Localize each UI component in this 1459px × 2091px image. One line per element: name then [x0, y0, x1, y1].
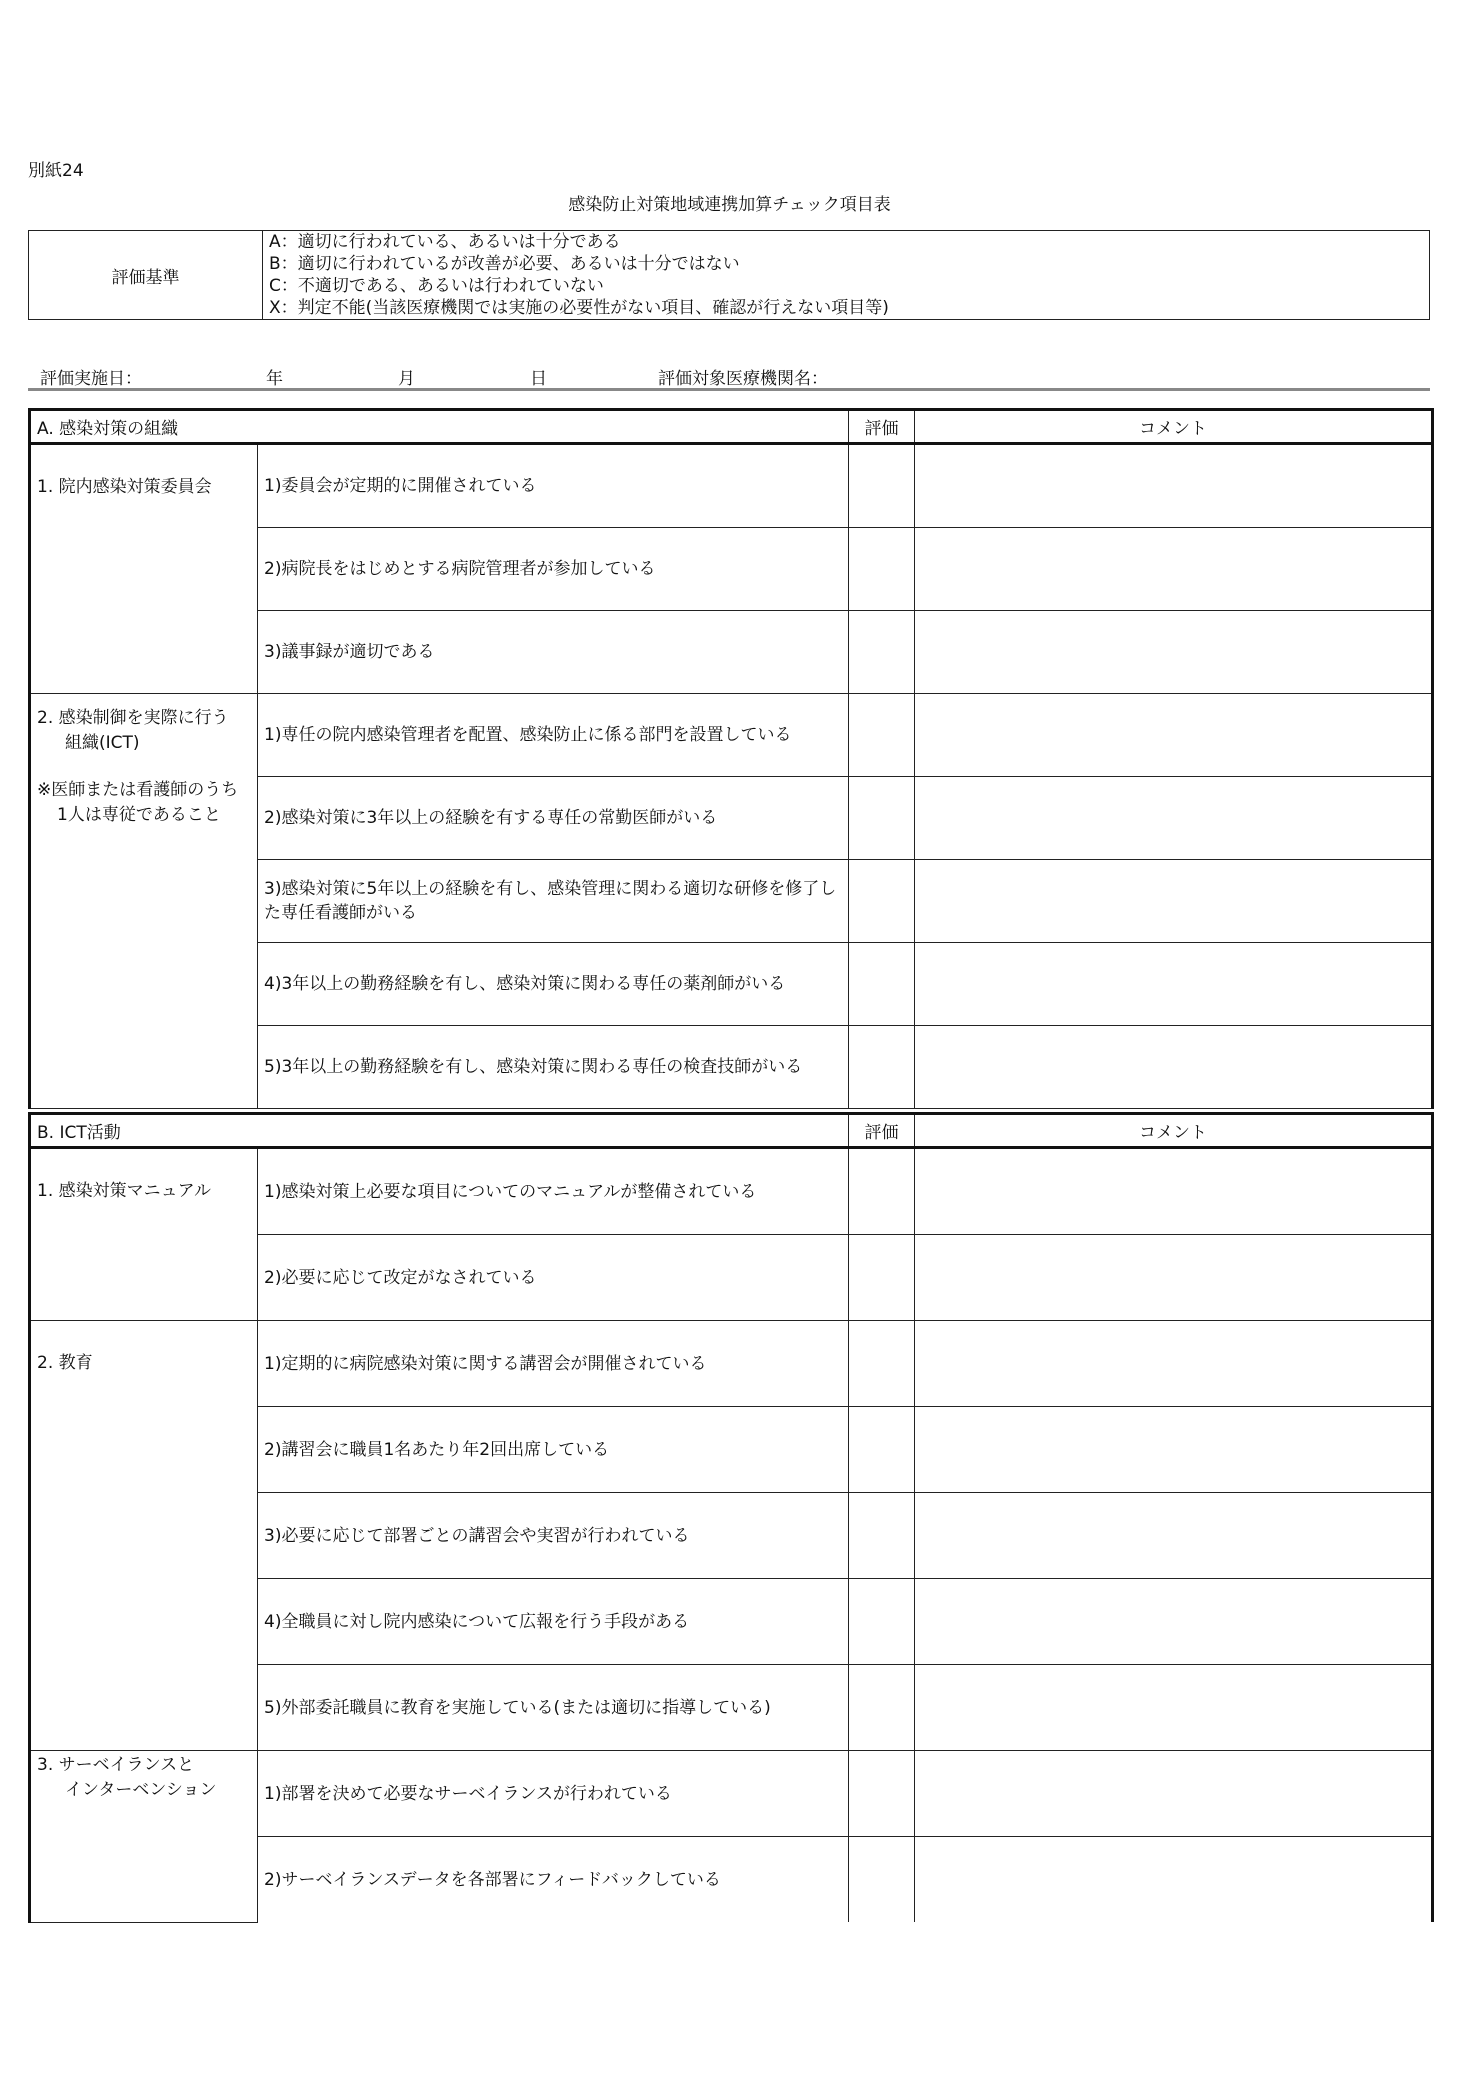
check-item: 1)専任の院内感染管理者を配置、感染防止に係る部門を設置している [258, 694, 849, 777]
category-note-line2: 1人は専従であること [57, 805, 221, 825]
evaluation-cell[interactable] [849, 1493, 915, 1579]
comment-cell[interactable] [915, 1493, 1433, 1579]
evaluation-cell[interactable] [849, 1407, 915, 1493]
category-label-line2: インターベンション [65, 1780, 217, 1800]
comment-column-header: コメント [915, 1114, 1433, 1148]
criteria-list [269, 231, 1425, 319]
check-item: 1)委員会が定期的に開催されている [258, 444, 849, 528]
section-a-title: A. 感染対策の組織 [30, 410, 849, 444]
category-surveillance [30, 1751, 258, 1923]
check-item: 4)3年以上の勤務経験を有し、感染対策に関わる専任の薬剤師がいる [258, 943, 849, 1026]
evaluation-cell[interactable] [849, 943, 915, 1026]
evaluation-cell[interactable] [849, 444, 915, 528]
category-note-line1: ※医師または看護師のうち [37, 780, 239, 800]
check-item: 2)サーベイランスデータを各部署にフィードバックしている [258, 1837, 849, 1923]
check-item: 2)講習会に職員1名あたり年2回出席している [258, 1407, 849, 1493]
category-education: 2. 教育 [30, 1321, 258, 1751]
section-b-title: B. ICT活動 [30, 1114, 849, 1148]
category-label-line1: 2. 感染制御を実際に行う [37, 708, 229, 728]
comment-cell[interactable] [915, 1148, 1433, 1235]
evaluation-cell[interactable] [849, 1579, 915, 1665]
evaluation-cell[interactable] [849, 1148, 915, 1235]
day-label: 日 [530, 369, 547, 389]
section-a-table [28, 408, 1434, 1109]
comment-cell[interactable] [915, 611, 1433, 694]
comment-cell[interactable] [915, 694, 1433, 777]
category-label-line2: 組織(ICT) [65, 733, 140, 753]
month-label: 月 [398, 369, 415, 389]
category-ict-organization [30, 694, 258, 1109]
evaluation-cell[interactable] [849, 1665, 915, 1751]
evaluation-cell[interactable] [849, 1321, 915, 1407]
category-committee: 1. 院内感染対策委員会 [30, 444, 258, 694]
evaluation-cell[interactable] [849, 1235, 915, 1321]
criteria-item-b: B：適切に行われているが改善が必要、あるいは十分ではない [269, 254, 740, 274]
criteria-item-a: A：適切に行われている、あるいは十分である [269, 232, 621, 252]
table-row [30, 1321, 1433, 1407]
criteria-item-c: C：不適切である、あるいは行われていない [269, 276, 604, 296]
criteria-item-x: X：判定不能(当該医療機関では実施の必要性がない項目、確認が行えない項目等) [269, 298, 889, 318]
institution-name-label: 評価対象医療機関名： [658, 369, 828, 389]
check-item: 5)外部委託職員に教育を実施している(または適切に指導している) [258, 1665, 849, 1751]
comment-cell[interactable] [915, 1026, 1433, 1109]
criteria-label: 評価基準 [29, 231, 263, 319]
comment-cell[interactable] [915, 1407, 1433, 1493]
comment-cell[interactable] [915, 1837, 1433, 1923]
check-item: 1)部署を決めて必要なサーベイランスが行われている [258, 1751, 849, 1837]
evaluation-cell[interactable] [849, 1837, 915, 1923]
check-item: 4)全職員に対し院内感染について広報を行う手段がある [258, 1579, 849, 1665]
table-row [30, 1751, 1433, 1837]
evaluation-date-label: 評価実施日： [40, 369, 142, 389]
table-row [30, 444, 1433, 528]
comment-cell[interactable] [915, 1235, 1433, 1321]
section-b-header-row [30, 1114, 1433, 1148]
comment-cell[interactable] [915, 1751, 1433, 1837]
check-item: 3)議事録が適切である [258, 611, 849, 694]
comment-column-header: コメント [915, 410, 1433, 444]
document-number: 別紙24 [28, 161, 84, 181]
comment-cell[interactable] [915, 528, 1433, 611]
eval-column-header: 評価 [849, 410, 915, 444]
comment-cell[interactable] [915, 777, 1433, 860]
check-item: 1)定期的に病院感染対策に関する講習会が開催されている [258, 1321, 849, 1407]
category-label-line1: 3. サーベイランスと [37, 1755, 195, 1775]
check-item: 2)感染対策に3年以上の経験を有する専任の常勤医師がいる [258, 777, 849, 860]
comment-cell[interactable] [915, 1321, 1433, 1407]
comment-cell[interactable] [915, 1579, 1433, 1665]
check-item: 3)感染対策に5年以上の経験を有し、感染管理に関わる適切な研修を修了した専任看護師がいる [258, 860, 849, 943]
evaluation-cell[interactable] [849, 528, 915, 611]
section-a-header-row [30, 410, 1433, 444]
evaluation-cell[interactable] [849, 777, 915, 860]
comment-cell[interactable] [915, 943, 1433, 1026]
evaluation-criteria-box [28, 230, 1430, 320]
comment-cell[interactable] [915, 444, 1433, 528]
evaluation-cell[interactable] [849, 1751, 915, 1837]
check-item: 1)感染対策上必要な項目についてのマニュアルが整備されている [258, 1148, 849, 1235]
document-title: 感染防止対策地域連携加算チェック項目表 [568, 195, 891, 215]
evaluation-cell[interactable] [849, 694, 915, 777]
evaluation-info-line [28, 360, 1430, 391]
check-item: 2)必要に応じて改定がなされている [258, 1235, 849, 1321]
evaluation-cell[interactable] [849, 1026, 915, 1109]
check-item: 3)必要に応じて部署ごとの講習会や実習が行われている [258, 1493, 849, 1579]
evaluation-cell[interactable] [849, 860, 915, 943]
year-label: 年 [266, 369, 283, 389]
check-item: 5)3年以上の勤務経験を有し、感染対策に関わる専任の検査技師がいる [258, 1026, 849, 1109]
comment-cell[interactable] [915, 860, 1433, 943]
evaluation-cell[interactable] [849, 611, 915, 694]
check-item: 2)病院長をはじめとする病院管理者が参加している [258, 528, 849, 611]
eval-column-header: 評価 [849, 1114, 915, 1148]
table-row [30, 694, 1433, 777]
category-manual: 1. 感染対策マニュアル [30, 1148, 258, 1321]
table-row [30, 1148, 1433, 1235]
section-b-table [28, 1112, 1434, 1923]
comment-cell[interactable] [915, 1665, 1433, 1751]
